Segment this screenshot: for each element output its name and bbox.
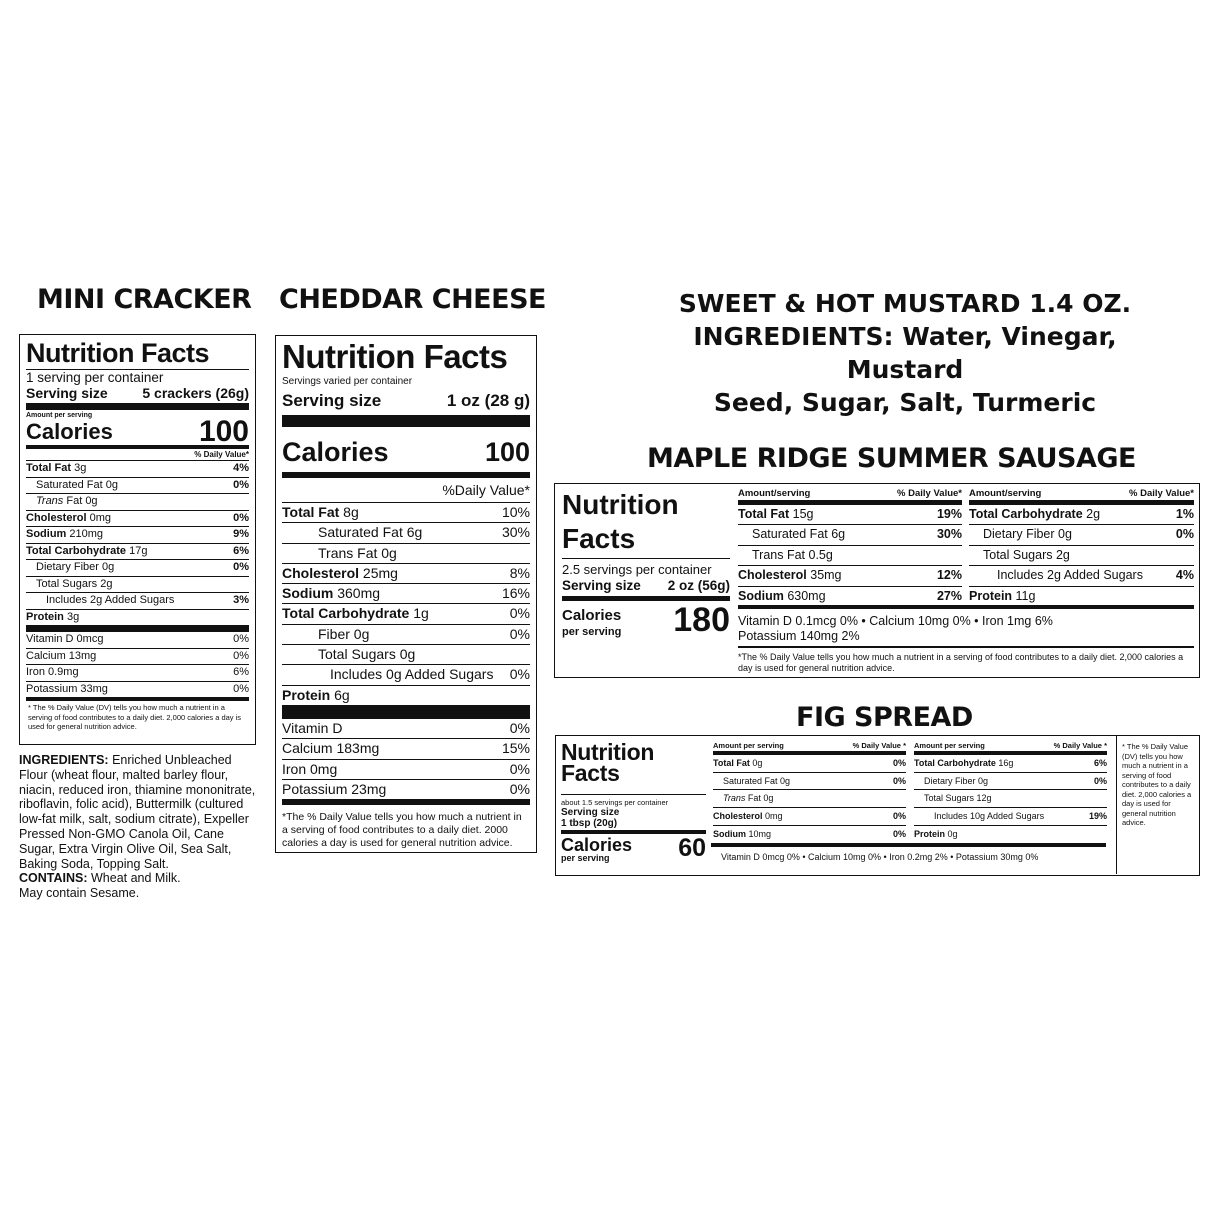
nutrient-row: [26, 632, 249, 648]
amount-header: Amount per serving: [914, 741, 985, 750]
nutrient-amount: Saturated Fat 6g: [752, 527, 846, 542]
nutrient-name: [969, 566, 1143, 585]
daily-value-footnote: *The % Daily Value tells you how much a nutrient in a serving of food contributes to a daily diet. 2000 calories a day is used for general nutrition advice.: [282, 799, 530, 850]
ingredients-label: INGREDIENTS:: [19, 753, 109, 767]
nutrient-name: [914, 790, 992, 807]
nutrient-row: [282, 502, 530, 522]
nutrient-bold-name: Cholesterol: [738, 568, 807, 583]
nutrient-bold-name: Total Fat: [713, 758, 750, 768]
nutrient-italic-name: Trans: [36, 495, 64, 507]
nutrient-row: [282, 664, 530, 684]
nutrient-amount: 630mg: [783, 588, 826, 603]
nutrient-amount: Total Sugars 0g: [318, 646, 416, 663]
nutrient-bold-name: Cholesterol: [282, 564, 360, 581]
nutrient-bold-name: Total Fat: [738, 507, 790, 521]
nutrient-name: [26, 544, 147, 560]
nutrient-row: [969, 505, 1194, 524]
nutrient-name: [282, 719, 342, 738]
nutrient-amount: Iron 0mg: [282, 760, 338, 777]
nutrient-name: [26, 461, 86, 477]
daily-value-percent: 0%: [509, 625, 530, 642]
daily-value-header: %Daily Value*: [442, 482, 530, 498]
nutrient-row: [26, 477, 249, 494]
daily-value-percent: 6%: [233, 666, 249, 678]
nutrient-name: [26, 610, 79, 626]
mustard-title: SWEET & HOT MUSTARD 1.4 OZ.: [678, 289, 1132, 318]
daily-value-percent: 0%: [233, 633, 249, 645]
title-line2: Facts: [561, 760, 620, 786]
nutrient-row: [282, 522, 530, 542]
nutrient-name: [738, 566, 842, 585]
nutrient-name: [26, 682, 108, 698]
daily-value-percent: 9%: [233, 528, 249, 540]
nutrient-row: [914, 755, 1107, 772]
nutrient-bold-name: Total Carbohydrate: [969, 507, 1083, 521]
serving-size-label: Serving size: [282, 391, 382, 410]
nutrient-row: [282, 583, 530, 603]
daily-value-header: % Daily Value*: [194, 450, 249, 459]
daily-value-footnote: * The % Daily Value (DV) tells you how much a nutrient in a serving of food contributes to a daily diet. 2,000 calories a day is used for general nutrition advice.: [26, 697, 249, 732]
nutrient-row: [282, 779, 530, 799]
amount-per-serving: Amount per serving: [26, 412, 93, 419]
dv-header: % Daily Value*: [897, 488, 962, 499]
nutrient-amount: 35mg: [806, 568, 842, 583]
nutrient-row: [713, 807, 906, 825]
nutrient-rows: [738, 505, 962, 606]
divider: [1116, 736, 1117, 874]
nutrient-amount: Dietary Fiber 0g: [924, 775, 989, 786]
may-contain-text: May contain Sesame.: [19, 886, 140, 901]
nutrient-name: [282, 665, 493, 684]
nutrient-name: [969, 546, 1070, 565]
nutrient-row: [282, 644, 530, 664]
nutrient-name: [26, 494, 98, 510]
daily-value-percent: 0%: [892, 811, 906, 822]
mustard-heading: [640, 287, 1170, 419]
nutrient-bold-name: Protein: [26, 610, 64, 623]
nutrient-amount: Trans Fat 0g: [318, 544, 397, 561]
calories-row: [562, 596, 730, 640]
column-header: [969, 488, 1194, 505]
nutrient-name: [282, 584, 380, 603]
mini-cracker-heading: MINI CRACKER: [37, 284, 252, 315]
daily-value-percent: 0%: [509, 760, 530, 777]
nutrient-row: [282, 624, 530, 644]
nutrient-rows: [969, 505, 1194, 606]
daily-value-percent: 12%: [936, 568, 962, 583]
vitamins-line1: Vitamin D 0.1mcg 0% • Calcium 10mg 0% • Iron 1mg 6%: [738, 614, 1053, 628]
nutrient-amount: 11g: [1012, 588, 1036, 603]
column-header: [738, 488, 962, 505]
nutrient-column-2: [914, 741, 1107, 843]
nutrient-amount: Saturated Fat 6g: [318, 524, 423, 541]
nutrient-name: [282, 686, 350, 705]
label-left-panel: [561, 739, 706, 863]
daily-value-percent: 6%: [233, 544, 249, 557]
nutrient-bold-name: Total Fat: [282, 504, 340, 520]
per-serving-label: per serving: [561, 852, 610, 863]
nutrient-amount: 0mg: [86, 511, 111, 524]
label-left-panel: [562, 488, 730, 640]
nutrient-amount: 8g: [339, 504, 359, 520]
calories-label: Calories: [282, 437, 389, 467]
mustard-ingredients-line2: Seed, Sugar, Salt, Turmeric: [713, 388, 1097, 417]
daily-value-percent: 0%: [1093, 775, 1107, 786]
calories-label: Calories: [26, 419, 113, 444]
nutrient-name: [282, 780, 386, 799]
mustard-ingredients-line1: INGREDIENTS: Water, Vinegar, Mustard: [693, 322, 1117, 384]
daily-value-percent: 8%: [509, 564, 530, 581]
nutrient-name: [738, 587, 826, 606]
nutrient-amount: Saturated Fat 0g: [36, 478, 118, 491]
nutrient-name: [713, 790, 773, 807]
dv-header: % Daily Value *: [1053, 741, 1107, 750]
nutrient-bold-name: Total Fat: [26, 462, 72, 474]
nutrient-row: [914, 789, 1107, 807]
vitamin-line: Vitamin D 0mcg 0% • Calcium 10mg 0% • Iron 0.2mg 2% • Potassium 30mg 0%: [721, 852, 1039, 862]
vitamin-rows: [26, 625, 249, 697]
nutrient-name: [26, 632, 103, 648]
nutrient-bold-name: Sodium: [713, 828, 746, 839]
nutrient-name: [713, 826, 771, 843]
nutrient-name: [969, 525, 1072, 544]
nutrient-amount: Saturated Fat 0g: [723, 775, 791, 786]
daily-value-percent: 4%: [233, 462, 249, 474]
title-line2: Facts: [562, 523, 636, 554]
nutrient-name: [26, 478, 118, 494]
nutrient-amount: Calcium 13mg: [26, 649, 97, 662]
nutrient-row: [713, 755, 906, 772]
nutrient-row: [282, 563, 530, 583]
nutrient-amount: Includes 10g Added Sugars: [934, 811, 1045, 822]
nutrition-facts-title: [562, 488, 730, 559]
nutrient-row: [969, 545, 1194, 565]
serving-size-label: Serving size: [562, 578, 641, 593]
divider: [711, 843, 1106, 847]
nutrient-bold-name: Total Carbohydrate: [914, 758, 996, 768]
column-header: [713, 741, 906, 755]
vitamin-line: [738, 614, 1158, 643]
calories-value: 100: [198, 415, 249, 448]
servings-per-container: 2.5 servings per container: [562, 562, 712, 577]
nutrient-name: [282, 760, 337, 779]
nutrient-amount: 25mg: [359, 564, 398, 581]
nutrient-row: [282, 759, 530, 779]
nutrient-amount: Fat 0g: [745, 793, 774, 804]
nutrient-amount: Potassium 33mg: [26, 682, 108, 695]
nutrition-facts-title: Nutrition Facts: [26, 338, 210, 368]
serving-size-value: 5 crackers (26g): [142, 385, 249, 401]
ingredients-text: Enriched Unbleached Flour (wheat flour, malted barley flour, niacin, reduced iron, thiamine mononitrate, riboflavin, folic acid), Buttermilk (cultured low-fat milk, salt, sodium citrate), Expeller Pressed Non-GMO Canola Oil, Cane Sugar, Extra Virgin Olive Oil, Sea Salt, Baking Soda, Topping Salt.: [19, 753, 256, 871]
nutrient-amount: 10mg: [746, 828, 772, 839]
nutrient-amount: 17g: [126, 544, 148, 557]
nutrient-amount: 0g: [945, 828, 958, 839]
nutrient-row: [914, 772, 1107, 790]
nutrient-row: [738, 524, 962, 544]
nutrient-amount: 3g: [71, 462, 87, 474]
per-serving-label: per serving: [562, 625, 622, 638]
calories-row: [282, 427, 530, 478]
amount-header: Amount/serving: [969, 488, 1042, 499]
servings-per-container: 1 serving per container: [26, 369, 249, 385]
dv-header: % Daily Value *: [852, 741, 906, 750]
nutrient-name: [26, 577, 112, 593]
nutrient-rows: [282, 502, 530, 705]
nutrient-name: [282, 544, 397, 563]
nutrient-name: [914, 808, 1044, 825]
nutrient-name: [26, 665, 79, 681]
nutrient-name: [914, 826, 958, 843]
nutrient-name: [26, 527, 103, 543]
nutrient-name: [969, 505, 1100, 524]
daily-value-percent: 0%: [233, 561, 249, 573]
nutrient-row: [914, 807, 1107, 825]
nutrient-amount: Dietary Fiber 0g: [36, 561, 115, 573]
title-line1: Nutrition: [561, 739, 655, 765]
nutrient-name: [914, 755, 1013, 772]
nutrient-italic-name: Trans: [723, 793, 746, 804]
nutrient-amount: Includes 2g Added Sugars: [46, 594, 175, 606]
calories-label-group: [561, 835, 632, 863]
maple-ridge-heading: MAPLE RIDGE SUMMER SAUSAGE: [647, 443, 1136, 474]
daily-value-percent: 30%: [501, 524, 530, 541]
daily-value-percent: 0%: [509, 780, 530, 797]
nutrient-amount: Potassium 23mg: [282, 780, 387, 797]
divider: [738, 646, 1194, 648]
nutrient-amount: 0g: [749, 758, 763, 768]
nutrient-row: [26, 460, 249, 477]
daily-value-footnote: *The % Daily Value tells you how much a nutrient in a serving of food contributes to a daily diet. 2,000 calories a day is used for general nutrition advice.: [738, 652, 1184, 673]
nutrient-amount: 16g: [995, 758, 1014, 768]
nutrient-amount: 6g: [330, 686, 350, 703]
amount-header: Amount per serving: [713, 741, 784, 750]
nutrient-row: [26, 526, 249, 543]
divider: [738, 605, 1194, 609]
daily-value-percent: 0%: [892, 775, 906, 786]
serving-size: [282, 387, 530, 427]
nutrient-amount: Dietary Fiber 0g: [983, 527, 1072, 542]
nutrient-amount: Total Sugars 2g: [36, 577, 113, 590]
daily-value-percent: 19%: [936, 507, 962, 521]
nutrient-amount: Includes 2g Added Sugars: [997, 568, 1143, 583]
nutrient-row: [282, 685, 530, 705]
daily-value-percent: 0%: [1175, 527, 1194, 542]
nutrient-amount: 2g: [1082, 507, 1101, 521]
nutrient-row: [282, 719, 530, 738]
serving-size: [26, 385, 249, 410]
nutrient-row: [969, 586, 1194, 606]
contains-label: CONTAINS:: [19, 871, 88, 886]
daily-value-percent: 0%: [892, 758, 906, 768]
serving-size-value: 1 tbsp (20g): [561, 818, 618, 829]
nutrient-row: [26, 543, 249, 560]
calories-value: 180: [673, 601, 730, 639]
nutrient-row: [738, 505, 962, 524]
daily-value-percent: 1%: [1175, 507, 1194, 521]
nutrient-name: [969, 587, 1035, 606]
nutrient-row: [26, 648, 249, 665]
nutrient-name: [282, 503, 359, 522]
nutrient-amount: Calcium 183mg: [282, 740, 380, 757]
nutrient-column-1: [738, 488, 962, 606]
nutrient-name: [713, 755, 762, 772]
nutrient-amount: Iron 0.9mg: [26, 666, 79, 678]
nutrient-row: [26, 592, 249, 609]
nutrient-amount: 0mg: [762, 811, 783, 822]
column-header: [914, 741, 1107, 755]
nutrient-row: [969, 565, 1194, 585]
nutrient-name: [713, 808, 783, 825]
nutrient-row: [26, 576, 249, 593]
nutrient-name: [282, 739, 379, 758]
nutrient-name: [26, 560, 114, 576]
nutrient-name: [914, 773, 988, 790]
nutrient-name: [282, 625, 369, 644]
daily-value-percent: 10%: [501, 504, 530, 520]
daily-value-footnote: * The % Daily Value (DV) tells you how much a nutrient in a serving of food contributes to a daily diet. 2,000 calories a day is used for general nutrition advice.: [1122, 742, 1192, 827]
maple-ridge-nutrition-label: [554, 483, 1200, 678]
mini-cracker-ingredients: [19, 753, 259, 901]
nutrient-row: [26, 510, 249, 527]
daily-value-percent: 19%: [1088, 811, 1107, 822]
nutrient-row: [282, 738, 530, 758]
nutrient-rows: [713, 755, 906, 843]
nutrient-amount: Trans Fat 0.5g: [752, 547, 833, 562]
vitamins-line2: Potassium 140mg 2%: [738, 628, 860, 643]
nutrition-facts-title: [561, 739, 706, 786]
nutrient-name: [26, 593, 174, 609]
nutrient-amount: Total Sugars 2g: [983, 547, 1070, 562]
contains-text: Wheat and Milk.: [87, 871, 181, 886]
nutrient-amount: Fiber 0g: [318, 625, 370, 642]
daily-value-percent: 6%: [1093, 758, 1107, 768]
nutrient-bold-name: Protein: [282, 686, 331, 703]
nutrient-row: [738, 565, 962, 585]
calories-value: 100: [484, 437, 530, 467]
nutrient-name: [282, 564, 398, 583]
nutrient-amount: 1g: [409, 605, 429, 622]
nutrient-row: [282, 543, 530, 563]
amount-header: Amount/serving: [738, 488, 811, 499]
daily-value-percent: 3%: [233, 594, 249, 606]
nutrient-bold-name: Cholesterol: [26, 511, 87, 524]
nutrient-bold-name: Total Carbohydrate: [282, 605, 410, 622]
nutrient-row: [26, 559, 249, 576]
nutrient-amount: 210mg: [66, 528, 104, 540]
nutrient-row: [969, 524, 1194, 544]
nutrient-name: [282, 523, 422, 542]
nutrient-bold-name: Sodium: [282, 585, 334, 602]
nutrient-amount: Vitamin D 0mcg: [26, 633, 104, 645]
nutrient-amount: Vitamin D: [282, 719, 343, 736]
daily-value-percent: 30%: [936, 527, 962, 542]
daily-value-percent: 0%: [892, 828, 906, 839]
calories-row: [561, 830, 706, 863]
title-line1: Nutrition: [562, 489, 679, 520]
nutrient-name: [282, 645, 415, 664]
nutrient-row: [26, 493, 249, 510]
nutrient-row: [713, 772, 906, 790]
nutrient-row: [282, 603, 530, 623]
nutrient-name: [713, 773, 790, 790]
nutrient-amount: 3g: [63, 610, 80, 623]
serving-size-label: Serving size: [26, 385, 108, 401]
nutrient-name: [738, 525, 845, 544]
nutrient-row: [713, 789, 906, 807]
fig-spread-heading: FIG SPREAD: [796, 702, 973, 733]
nutrient-row: [713, 825, 906, 843]
nutrient-row: [738, 545, 962, 565]
serving-size-value: 1 oz (28 g): [446, 391, 530, 410]
nutrient-row: [26, 609, 249, 626]
nutrient-bold-name: Protein: [969, 588, 1013, 603]
serving-size: [562, 577, 730, 596]
nutrient-amount: Includes 0g Added Sugars: [330, 666, 494, 683]
nutrient-amount: 360mg: [333, 585, 381, 602]
daily-value-percent: 0%: [509, 719, 530, 736]
serving-size-value: 2 oz (56g): [667, 578, 730, 593]
vitamin-rows: [282, 705, 530, 799]
nutrient-bold-name: Protein: [914, 828, 946, 839]
nutrient-bold-name: Sodium: [738, 588, 784, 603]
nutrient-name: [738, 505, 814, 524]
servings-per-container: about 1.5 servings per container: [561, 794, 706, 807]
nutrient-row: [914, 825, 1107, 843]
nutrient-name: [738, 546, 833, 565]
calories-label-group: [562, 608, 621, 640]
daily-value-percent: 15%: [501, 740, 530, 757]
serving-size-label: Serving size: [561, 807, 620, 818]
mini-cracker-nutrition-label: [19, 334, 256, 745]
daily-value-percent: 0%: [233, 511, 249, 524]
nutrient-column-1: [713, 741, 906, 843]
calories-label: Calories: [561, 834, 633, 855]
nutrient-amount: Fat 0g: [63, 495, 98, 507]
nutrient-rows: [914, 755, 1107, 843]
nutrient-name: [26, 511, 111, 527]
nutrient-row: [26, 681, 249, 698]
daily-value-percent: 0%: [233, 682, 249, 695]
calories-label: Calories: [562, 606, 622, 624]
nutrient-bold-name: Sodium: [26, 528, 67, 540]
daily-value-percent: 0%: [509, 666, 530, 683]
nutrient-bold-name: Cholesterol: [713, 811, 763, 822]
nutrient-row: [26, 664, 249, 681]
dv-header: % Daily Value*: [1129, 488, 1194, 499]
calories-value: 60: [678, 834, 706, 862]
daily-value-percent: 16%: [501, 585, 530, 602]
nutrient-name: [26, 649, 96, 665]
nutrient-row: [738, 586, 962, 606]
nutrient-name: [282, 604, 429, 623]
daily-value-percent: 0%: [233, 649, 249, 662]
daily-value-percent: 0%: [233, 478, 249, 491]
cheddar-cheese-heading: CHEDDAR CHEESE: [279, 284, 546, 315]
daily-value-percent: 4%: [1175, 568, 1194, 583]
nutrient-rows: [26, 460, 249, 625]
nutrition-facts-title: Nutrition Facts: [282, 338, 508, 375]
cheddar-nutrition-label: [275, 335, 537, 853]
nutrient-column-2: [969, 488, 1194, 606]
servings-per-container: Servings varied per container: [282, 376, 413, 387]
fig-spread-nutrition-label: [555, 735, 1200, 876]
daily-value-percent: 27%: [936, 588, 962, 603]
nutrient-amount: 15g: [789, 507, 814, 521]
nutrient-amount: Total Sugars 12g: [924, 793, 992, 804]
daily-value-percent: 0%: [509, 605, 530, 622]
nutrient-bold-name: Total Carbohydrate: [26, 544, 127, 557]
